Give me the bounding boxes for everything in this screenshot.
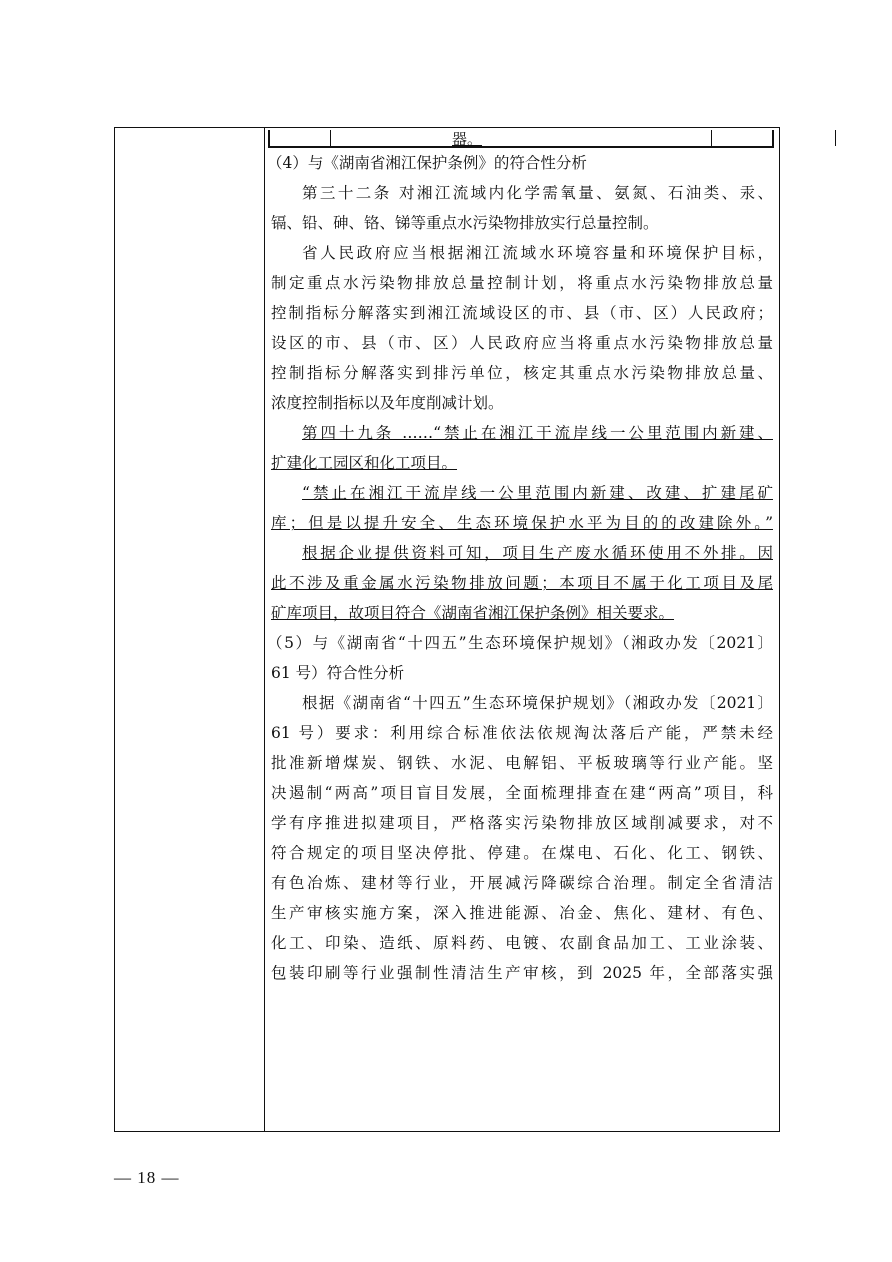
underlined-text: 扩建化工园区和化工项目。 bbox=[271, 454, 458, 472]
line-text: 有色冶炼、建材等行业，开展减污降碳综合治理。制定全省清洁 bbox=[271, 874, 773, 892]
line-text: 批准新增煤炭、钢铁、水泥、电解铝、平板玻璃等行业产能。坚 bbox=[271, 754, 773, 772]
text-line bbox=[267, 148, 773, 178]
text-line bbox=[271, 868, 773, 898]
line-text: 根据《湖南省“十四五”生态环境保护规划》（湘政办发〔2021〕 bbox=[302, 694, 773, 712]
line-text: 浓度控制指标以及年度削减计划。 bbox=[271, 394, 504, 412]
line-text: 控制指标分解落实到湘江流域设区的市、县（市、区）人民政府； bbox=[271, 304, 773, 322]
line-text: 学有序推进拟建项目，严格落实污染物排放区域削减要求，对不 bbox=[271, 814, 773, 832]
line-text: 镉、铅、砷、铬、锑等重点水污染物排放实行总量控制。 bbox=[271, 214, 659, 232]
text-line bbox=[271, 658, 773, 688]
line-text: 符合规定的项目坚决停批、停建。在煤电、石化、化工、钢铁、 bbox=[271, 844, 773, 862]
line-text: 控制指标分解落实到排污单位，核定其重点水污染物排放总量、 bbox=[271, 364, 773, 382]
text-line bbox=[271, 298, 773, 328]
text-line bbox=[271, 778, 773, 808]
nested-table-row bbox=[268, 130, 774, 148]
text-line bbox=[271, 718, 773, 748]
text-line bbox=[271, 448, 773, 478]
text-line bbox=[271, 268, 773, 298]
line-text: 制定重点水污染物排放总量控制计划，将重点水污染物排放总量 bbox=[271, 274, 773, 292]
underlined-text: 根据企业提供资料可知，项目生产废水循环使用不外排。因 bbox=[302, 544, 773, 562]
nested-cell-text: 器。 bbox=[452, 130, 483, 148]
line-text: （5）与《湖南省“十四五”生态环境保护规划》（湘政办发〔2021〕 bbox=[267, 634, 773, 652]
text-line bbox=[271, 928, 773, 958]
nested-cell-divider bbox=[711, 130, 712, 146]
line-text: 决遏制“两高”项目盲目发展，全面梳理排查在建“两高”项目，科 bbox=[271, 784, 773, 802]
text-line bbox=[271, 418, 773, 448]
line-text: 生产审核实施方案，深入推进能源、冶金、焦化、建材、有色、 bbox=[271, 904, 773, 922]
text-line bbox=[271, 238, 773, 268]
line-text: 设区的市、县（市、区）人民政府应当将重点水污染物排放总量 bbox=[271, 334, 773, 352]
text-line bbox=[271, 208, 773, 238]
text-line bbox=[271, 568, 773, 598]
line-text: 61 号）符合性分析 bbox=[271, 664, 405, 682]
text-line bbox=[271, 178, 773, 208]
outer-table bbox=[114, 127, 780, 1132]
text-line bbox=[271, 328, 773, 358]
nested-cell-divider bbox=[835, 130, 836, 146]
text-line bbox=[271, 808, 773, 838]
text-line bbox=[271, 358, 773, 388]
underlined-text: “禁止在湘江干流岸线一公里范围内新建、改建、扩建尾矿 bbox=[302, 484, 773, 502]
column-divider bbox=[264, 128, 265, 1131]
text-line bbox=[271, 478, 773, 508]
underlined-text: 矿库项目，故项目符合《湖南省湘江保护条例》相关要求。 bbox=[271, 604, 675, 622]
text-line bbox=[267, 628, 773, 658]
text-line bbox=[271, 958, 773, 988]
line-text: 第三十二条 对湘江流域内化学需氧量、氨氮、石油类、汞、 bbox=[302, 184, 773, 202]
page-number: — 18 — bbox=[114, 1168, 180, 1187]
line-text: 省人民政府应当根据湘江流域水环境容量和环境保护目标， bbox=[302, 244, 773, 262]
text-line bbox=[271, 838, 773, 868]
text-line bbox=[271, 688, 773, 718]
text-line bbox=[271, 538, 773, 568]
underlined-text: 此不涉及重金属水污染物排放问题；本项目不属于化工项目及尾 bbox=[271, 574, 773, 592]
underlined-text: 库；但是以提升安全、生态环境保护水平为目的的改建除外。” bbox=[271, 514, 773, 532]
line-text: 包装印刷等行业强制性清洁生产审核，到 2025 年，全部落实强 bbox=[271, 964, 773, 982]
line-text: 61 号）要求：利用综合标准依法依规淘汰落后产能，严禁未经 bbox=[271, 724, 773, 742]
analysis-text bbox=[267, 148, 773, 988]
text-line bbox=[271, 508, 773, 538]
nested-cell-divider bbox=[330, 130, 331, 146]
underlined-text: 第四十九条 ……“禁止在湘江干流岸线一公里范围内新建、 bbox=[302, 424, 773, 442]
text-line bbox=[271, 388, 773, 418]
line-text: （4）与《湖南省湘江保护条例》的符合性分析 bbox=[267, 154, 587, 172]
text-line bbox=[271, 748, 773, 778]
text-line bbox=[271, 898, 773, 928]
line-text: 化工、印染、造纸、原料药、电镀、农副食品加工、工业涂装、 bbox=[271, 934, 773, 952]
text-line bbox=[271, 598, 773, 628]
